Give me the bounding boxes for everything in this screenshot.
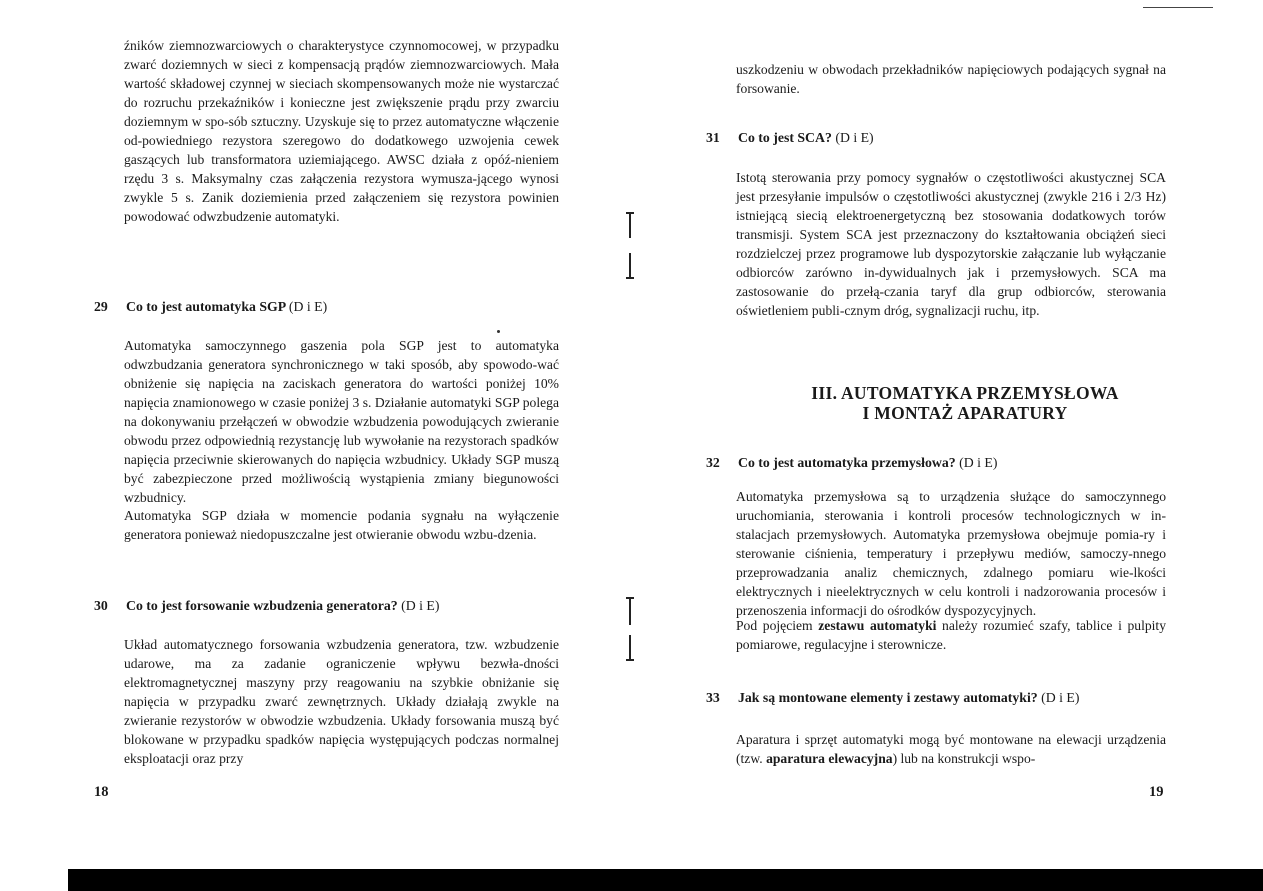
question-number: 31 <box>706 130 720 145</box>
text-run: należy rozumieć szafy, tablice i pulpity pomiarowe, regulacyjne i sterownicze. <box>736 618 1167 652</box>
stray-dot <box>497 330 500 333</box>
question-title: Co to jest automatyka przemysłowa? <box>738 455 956 470</box>
question-33-paragraph <box>736 730 1166 768</box>
text-run: Pod pojęciem <box>736 618 819 633</box>
question-level: (D i E) <box>401 598 440 613</box>
question-level: (D i E) <box>835 130 874 145</box>
question-level: (D i E) <box>288 299 328 314</box>
text-run: ) lub na konstrukcji wspo- <box>892 751 1036 766</box>
question-33-heading <box>706 690 1079 706</box>
scan-edge-bar <box>68 869 1263 891</box>
question-31-heading <box>706 130 874 146</box>
section-heading-line-2: I MONTAŻ APARATURY <box>862 403 1068 423</box>
question-level: (D i E) <box>959 455 998 470</box>
question-29-paragraph-1: Automatyka samoczynnego gaszenia pola SGP jest to automatyka odwzbudzania generatora synchronicznego w taki sposób, aby spowodo-wać obniżenie się napięcia na zaciskach generatora do wartości poniżej 10% napięcia znamionowego w czasie poniżej 3 s. Działanie automatyki SGP polega na dokonywaniu przełączeń w obwodzie wzbudzenia powodujących zwieranie obwodu przez odpowiednią rezystancję lub wywołanie na rezystorach spadków napięcia przeciwnie skierowanych do napięcia wzbudnicy. Układy SGP muszą być zabezpieczone przed możliwością wystąpienia zmiany biegunowości wzbudnicy. <box>124 338 559 505</box>
question-title: Co to jest forsowanie wzbudzenia generatora? <box>126 598 398 613</box>
question-title: Co to jest automatyka SGP <box>126 299 286 314</box>
left-page-number: 18 <box>94 784 109 800</box>
section-heading-line-1: III. AUTOMATYKA PRZEMYSŁOWA <box>811 383 1119 403</box>
section-heading <box>720 383 1210 423</box>
left-page <box>0 0 620 891</box>
right-page <box>620 0 1263 891</box>
question-32-paragraph-2 <box>736 616 1166 654</box>
question-30-paragraph: Układ automatycznego forsowania wzbudzenia generatora, tzw. wzbudzenie udarowe, ma za zadanie ograniczenie wpływu bezwła-dności elektromagnetycznej maszyny przy reagowaniu na szybkie obniżanie się napięcia w przypadku zwarć zewnętrznych. Układy działają zwykle na zwieranie rezystorów w obwodzie wzbudzenia. Układy forsowania muszą być blokowane w przypadku spadków napięcia występujących podczas normalnej eksploatacji oraz przy <box>124 637 559 766</box>
question-32-heading <box>706 455 997 471</box>
emphasis-term: aparatura elewacyjna <box>766 751 893 766</box>
right-intro-paragraph: uszkodzeniu w obwodach przekładników napięciowych podających sygnał na forsowanie. <box>736 62 1166 96</box>
question-29-heading <box>94 299 327 315</box>
question-32-paragraph-1: Automatyka przemysłowa są to urządzenia służące do samoczynnego uruchomiania, sterowania i kontroli procesów technologicznych w in-stalacjach przemysłowych. Automatyka przemysłowa obejmuje pomia-ry i sterowanie ciśnienia, temperatury i przepływu mediów, samoczy-nnego przeprowadzania analiz chemicznych, zdalnego pomiaru wie-lkości elektrycznych i nieelektrycznych w celu kontroli i nadzorowania procesów i przenoszenia informacji do ośrodków dyspozycyjnych. <box>736 489 1166 618</box>
left-intro-paragraph: źników ziemnozwarciowych o charakterystyce czynnomocowej, w przypadku zwarć doziemnych w sieci z kompensacją prądów ziemnozwarciowych. Mała wartość składowej czynnej w sieciach skompensowanych może nie wystarczać do rozruchu przekaźników i konieczne jest zwiększenie prądu przy zwarciu doziemnym w spo-sób sztuczny. Uzyskuje się to przez automatyczne włączenie od-powiedniego rezystora szeregowo do dodatkowego uzwojenia cewek gaszących lub transformatora uziemiającego. AWSC działa z opóź-nieniem rzędu 3 s. Maksymalny czas załączenia rezystora wymusza-jącego wynosi zwykle 5 s. Zanik doziemienia przed załączeniem się rezystora powinien powodować odwzbudzenie automatyki. <box>124 38 559 224</box>
question-title: Jak są montowane elementy i zestawy automatyki? <box>738 690 1038 705</box>
question-29-paragraph-2: Automatyka SGP działa w momencie podania sygnału na wyłączenie generatora ponieważ niedopuszczalne jest otwieranie obwodu wzbu-dzenia. <box>124 508 559 542</box>
question-number: 33 <box>706 690 720 705</box>
question-number: 32 <box>706 455 720 470</box>
question-number: 29 <box>94 299 108 314</box>
question-number: 30 <box>94 598 108 613</box>
question-level: (D i E) <box>1041 690 1080 705</box>
question-30-heading <box>94 598 439 614</box>
text-run: Aparatura i sprzęt automatyki mogą być montowane na elewacji urządzenia (tzw. <box>736 732 1166 766</box>
question-title: Co to jest SCA? <box>738 130 832 145</box>
emphasis-term: zestawu automatyki <box>818 618 937 633</box>
right-page-number: 19 <box>1149 784 1164 800</box>
question-31-paragraph: Istotą sterowania przy pomocy sygnałów o częstotliwości akustycznej SCA jest przesyłanie impulsów o częstotliwości akustycznej (zwykle 216 i 2/3 Hz) istniejącą siecią elektroenergetyczną bez stosowania dodatkowych torów transmisji. System SCA jest przeznaczony do kształtowania obciążeń sieci rozdzielczej przez programowe lub dyspozytorskie załączanie lub wyłączanie odbiorców zarówno in-dywidualnych jak i przemysłowych. SCA ma zastosowanie do przełą-czania taryf dla grup odbiorców, sterowania oświetleniem publi-cznym dróg, sygnalizacji ruchu, itp. <box>736 170 1166 318</box>
